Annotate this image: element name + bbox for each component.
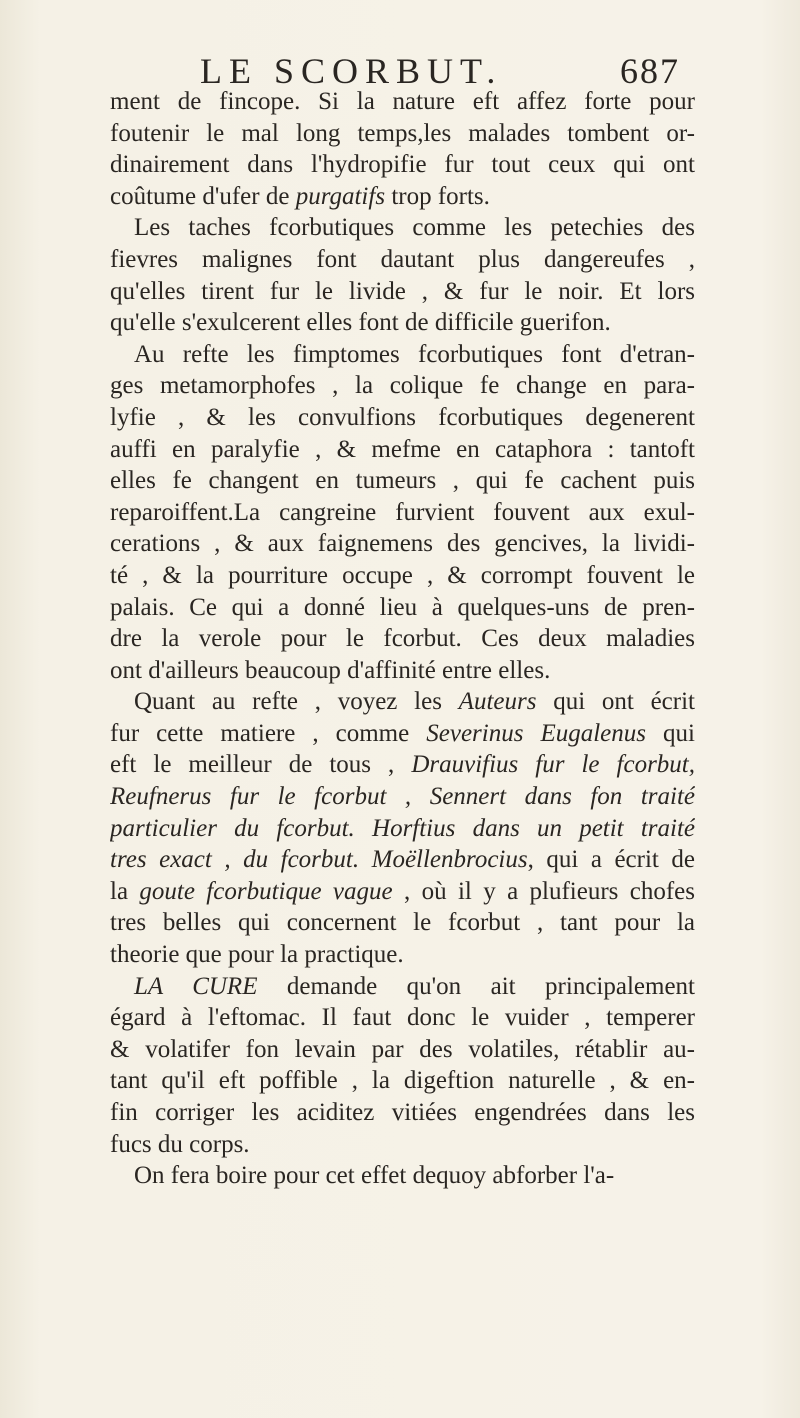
text-line (110, 244, 695, 276)
text-line (110, 592, 695, 624)
text-run: coûtume d'ufer de (110, 182, 296, 210)
text-line (110, 149, 695, 181)
text-run: fucs du corps. (110, 1130, 250, 1158)
text-run: , qui a écrit de (527, 846, 695, 874)
text-run: tant qu'il eft poffible , la digeftion naturelle , & en- (110, 1067, 695, 1095)
text-line (110, 497, 695, 529)
text-line (110, 971, 695, 1003)
text-line (110, 1034, 695, 1066)
body-text (110, 86, 695, 1192)
text-line (110, 465, 695, 497)
text-run: Les taches fcorbutiques comme les petechies des (134, 214, 695, 242)
text-line (110, 528, 695, 560)
text-line (110, 876, 695, 908)
italic-text-run: tres exact , du fcorbut. Moëllenbrocius (110, 846, 528, 874)
text-run: reparoiffent.La cangreine furvient fouvent aux exul- (110, 498, 695, 526)
text-run: On fera boire pour cet effet dequoy abforber l'a- (134, 1162, 615, 1190)
italic-text-run: goute fcorbutique vague (139, 877, 393, 905)
text-line (110, 307, 695, 339)
text-line (110, 1129, 695, 1161)
text-line (110, 781, 695, 813)
text-line (110, 560, 695, 592)
text-line (110, 749, 695, 781)
text-line (110, 813, 695, 845)
page-number: 687 (620, 51, 680, 91)
text-run: fur cette matiere , comme (110, 719, 427, 747)
italic-text-run: Severinus Eugalenus (426, 719, 647, 747)
text-run: Quant au refte , voyez les (134, 688, 459, 716)
text-run: fin corriger les aciditez vitiées engendrées dans les (110, 1099, 695, 1126)
text-line (110, 1065, 695, 1097)
text-line (110, 181, 695, 213)
text-run: lyfie , & les convulfions fcorbutiques degenerent (110, 403, 695, 431)
text-line (110, 655, 695, 687)
text-run: eft le meilleur de tous , (110, 751, 412, 779)
text-line (110, 686, 695, 718)
text-line (110, 907, 695, 939)
italic-text-run: purgatifs (295, 182, 386, 210)
text-line (110, 434, 695, 466)
italic-text-run: Drauvifius fur le fcorbut, (411, 751, 695, 779)
text-run: qui ont écrit (536, 688, 695, 716)
text-line (110, 402, 695, 434)
text-run: qu'elles tirent fur le livide , & fur le noir. Et lors (110, 277, 695, 305)
text-run: fievres malignes font dautant plus dangereufes , (110, 245, 695, 273)
text-line (110, 1002, 695, 1034)
text-run: foutenir le mal long temps,les malades tombent or- (110, 119, 695, 147)
italic-text-run: Auteurs (458, 688, 537, 716)
running-title: LE SCORBUT. (200, 51, 503, 91)
text-line (110, 339, 695, 371)
text-run: ont d'ailleurs beaucoup d'affinité entre elles. (110, 656, 551, 684)
text-line (110, 623, 695, 655)
text-run: ment de fincope. Si la nature eft affez forte pour (110, 88, 695, 115)
text-run: & volatifer fon levain par des volatiles, rétablir au- (110, 1035, 695, 1063)
text-run: qui (646, 719, 695, 747)
text-line (110, 370, 695, 402)
text-run: palais. Ce qui a donné lieu à quelques-uns de pren- (110, 593, 695, 621)
italic-text-run: LA CURE (134, 972, 258, 1000)
text-run: Au refte les fimptomes fcorbutiques font d'etran- (134, 340, 695, 368)
text-line (110, 939, 695, 971)
text-line (110, 212, 695, 244)
italic-text-run: particulier du fcorbut. Horftius dans un petit traité (110, 814, 695, 842)
text-run: la (110, 877, 140, 905)
text-line (110, 276, 695, 308)
text-run: ges metamorphofes , la colique fe change en para- (110, 372, 695, 400)
text-run: égard à l'eftomac. Il faut donc le vuider , temperer (110, 1004, 695, 1032)
text-line (110, 86, 695, 118)
text-line (110, 1097, 695, 1129)
text-run: , où il y a plufieurs chofes (392, 877, 695, 905)
text-run: qu'elle s'exulcerent elles font de difficile guerifon. (110, 309, 611, 337)
text-line (110, 118, 695, 150)
italic-text-run: Reufnerus fur le fcorbut , Sennert dans fon traité (110, 783, 695, 811)
text-line (110, 718, 695, 750)
text-run: trop forts. (385, 182, 490, 210)
text-run: auffi en paralyfie , & mefme en cataphora : tantoft (110, 435, 695, 463)
text-line (110, 844, 695, 876)
text-run: té , & la pourriture occupe , & corrompt fouvent le (110, 561, 695, 589)
text-run: dinairement dans l'hydropifie fur tout ceux qui ont (110, 151, 695, 179)
text-run: demande qu'on ait principalement (257, 972, 695, 1000)
text-run: theorie que pour la practique. (110, 941, 404, 969)
text-run: tres belles qui concernent le fcorbut , tant pour la (110, 909, 695, 937)
text-run: elles fe changent en tumeurs , qui fe cachent puis (110, 467, 695, 495)
text-run: cerations , & aux faignemens des gencives, la lividi- (110, 530, 695, 558)
text-run: dre la verole pour le fcorbut. Ces deux maladies (110, 625, 695, 653)
text-line (110, 1160, 695, 1192)
